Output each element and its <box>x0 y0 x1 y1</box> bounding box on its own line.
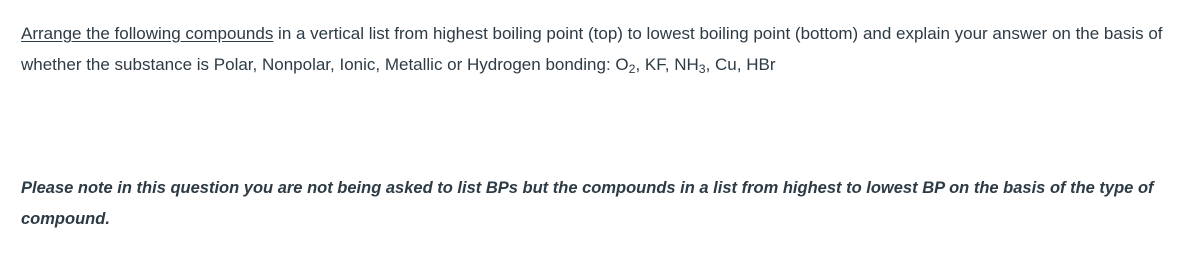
formula-o2: $O_2$ <box>615 55 636 77</box>
question-text: Arrange the following compounds in a vertical list from highest boiling point (top) to lowest boiling point (bottom) and explain your answer on the basis of whether the substance is Polar, Nonpolar, Ionic, Metallic or Hydrogen bonding: $O_2$, KF, $NH_3$, Cu, HBr <box>21 24 1163 77</box>
formula-kf: KF <box>644 55 665 74</box>
arrange-compounds-link[interactable]: Arrange the following compounds <box>21 24 274 43</box>
formula-hbr: HBr <box>746 55 776 74</box>
question-instructions: in a vertical list from highest boiling point (top) to lowest boiling point (bottom) and explain your answer on the basis of whether the substance is Polar, Nonpolar, Ionic, Metallic or Hydrogen bonding: <box>21 24 1163 74</box>
formula-cu: Cu <box>715 55 737 74</box>
note-text: Please note in this question you are not being asked to list BPs but the compounds in a list from highest to lowest BP on the basis of the type of compound. <box>21 179 1154 228</box>
formula-nh3: $NH_3$ <box>674 55 706 77</box>
